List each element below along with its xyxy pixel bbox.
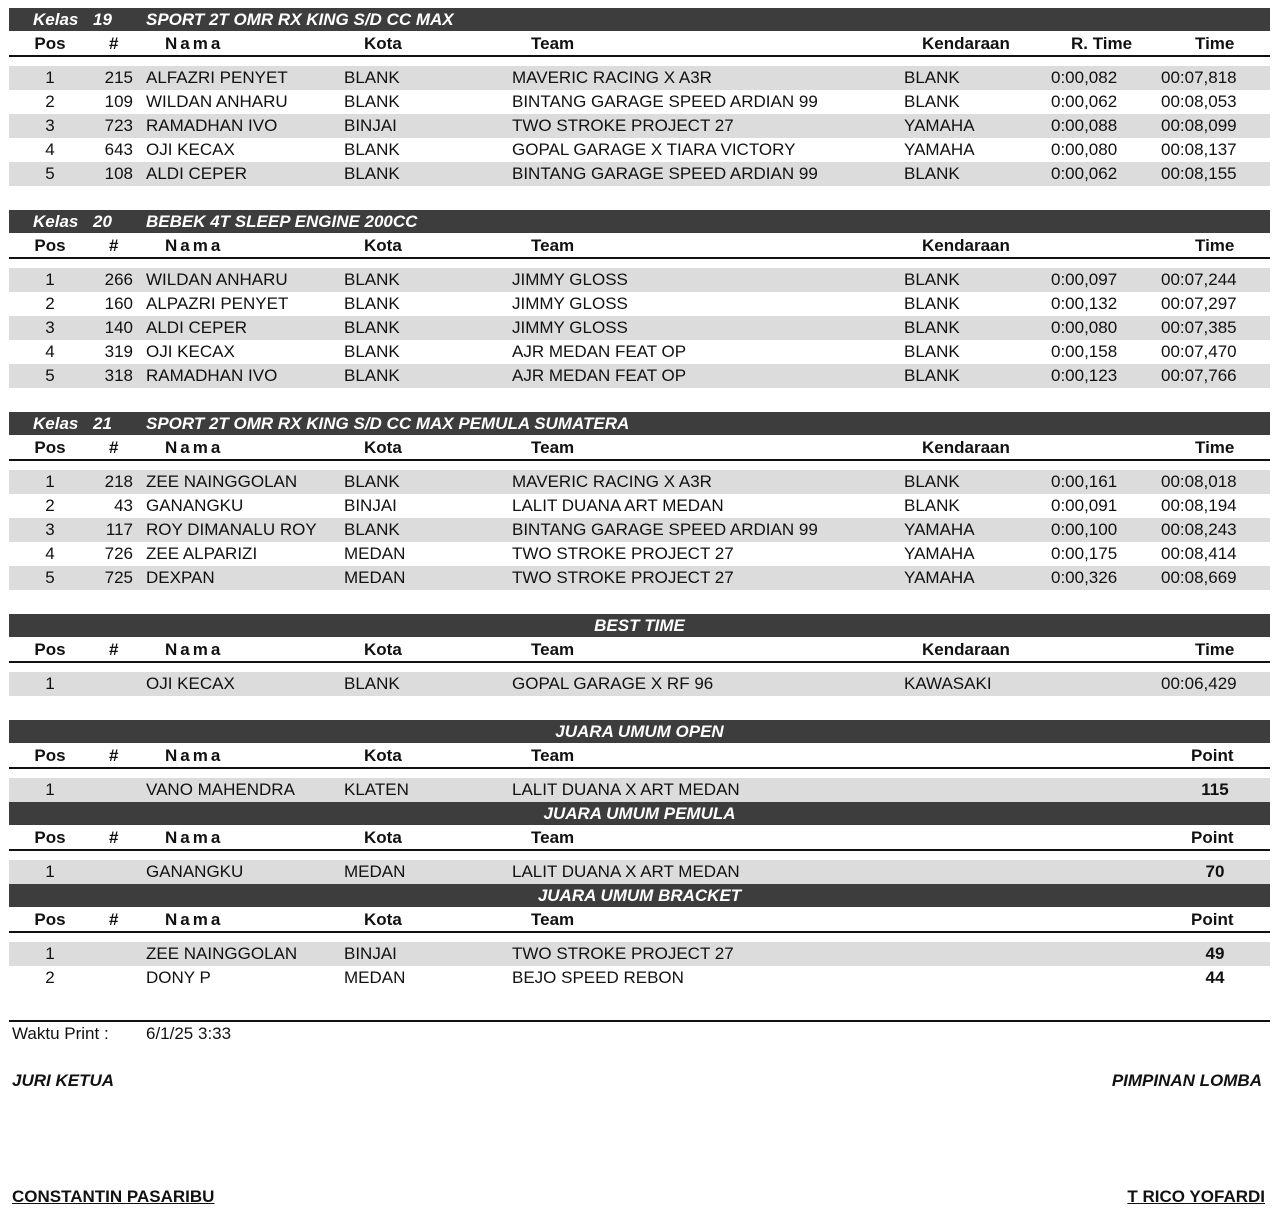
cell-nama: GANANGKU [146,496,244,515]
class-label: Kelas [33,10,79,29]
header-team: Team [531,34,575,53]
header-nama: Nama [165,438,224,457]
header-pos: Pos [34,746,66,765]
table-row [9,66,1270,90]
header-kota: Kota [364,910,402,929]
cell-team: MAVERIC RACING X A3R [512,68,712,87]
cell-pos: 4 [45,140,55,159]
cell-time: 00:06,429 [1161,674,1237,693]
cell-time: 00:08,155 [1161,164,1237,183]
print-time-label: Waktu Print : [12,1024,109,1043]
cell-nama: ZEE ALPARIZI [146,544,258,563]
table-row [9,340,1270,364]
header-pos: Pos [34,438,66,457]
cell-num: 43 [114,496,133,515]
cell-nama: DEXPAN [146,568,215,587]
class-title: BEBEK 4T SLEEP ENGINE 200CC [146,212,418,231]
cell-time: 00:08,414 [1161,544,1237,563]
header-kendaraan: Kendaraan [922,236,1010,255]
cell-nama: WILDAN ANHARU [146,270,288,289]
cell-pos: 1 [45,944,55,963]
juri-ketua-name: CONSTANTIN PASARIBU [12,1187,215,1206]
cell-time: 00:08,669 [1161,568,1237,587]
cell-rtime: 0:00,100 [1051,520,1118,539]
cell-pos: 1 [45,862,55,881]
header-nama: Nama [165,746,224,765]
header-team: Team [531,746,575,765]
cell-pos: 1 [45,780,55,799]
cell-rtime: 0:00,161 [1051,472,1118,491]
cell-kendaraan: BLANK [904,68,960,87]
cell-nama: OJI KECAX [146,140,235,159]
cell-team: JIMMY GLOSS [512,270,628,289]
cell-kendaraan: YAMAHA [904,544,975,563]
table-header [9,743,1270,769]
cell-kota: BINJAI [344,116,397,135]
header-kota: Kota [364,236,402,255]
header-time: Time [1195,236,1235,255]
cell-point: 49 [1205,944,1225,963]
cell-team: MAVERIC RACING X A3R [512,472,712,491]
header-team: Team [531,236,575,255]
cell-kendaraan: KAWASAKI [904,674,992,693]
cell-nama: DONY P [146,968,211,987]
cell-rtime: 0:00,175 [1051,544,1118,563]
cell-team: BEJO SPEED REBON [512,968,684,987]
cell-nama: ROY DIMANALU ROY [146,520,317,539]
header-kota: Kota [364,640,402,659]
pimpinan-lomba-name: T RICO YOFARDI [1127,1187,1265,1206]
cell-pos: 3 [45,520,55,539]
best-time-banner: BEST TIME [9,614,1270,637]
cell-time: 00:08,018 [1161,472,1237,491]
cell-pos: 1 [45,674,55,693]
cell-rtime: 0:00,097 [1051,270,1118,289]
class-title: SPORT 2T OMR RX KING S/D CC MAX PEMULA SUMATERA [146,414,630,433]
cell-kota: BLANK [344,520,400,539]
cell-nama: VANO MAHENDRA [146,780,295,799]
cell-nama: RAMADHAN IVO [146,366,278,385]
header-team: Team [531,828,575,847]
juri-ketua-label: JURI KETUA [12,1071,115,1090]
cell-kendaraan: BLANK [904,164,960,183]
header-point: Point [1191,910,1234,929]
header-rtime: R. Time [1071,34,1133,53]
header-nama: Nama [165,910,224,929]
cell-point: 115 [1201,780,1229,799]
cell-time: 00:08,053 [1161,92,1237,111]
cell-time: 00:07,470 [1161,342,1237,361]
table-header [9,233,1270,259]
cell-kendaraan: YAMAHA [904,520,975,539]
cell-num: 160 [104,294,133,313]
cell-kota: BLANK [344,342,400,361]
cell-kota: BLANK [344,366,400,385]
class-number: 19 [93,10,112,29]
cell-kendaraan: BLANK [904,92,960,111]
cell-pos: 3 [45,318,55,337]
class-label: Kelas [33,212,79,231]
cell-kota: MEDAN [344,544,406,563]
cell-num: 140 [104,318,133,337]
header-time: Time [1195,438,1235,457]
cell-num: 117 [105,520,133,539]
table-row [9,470,1270,494]
cell-num: 218 [104,472,133,491]
cell-kendaraan: BLANK [904,318,960,337]
cell-kendaraan: YAMAHA [904,116,975,135]
header-time: Time [1195,34,1235,53]
header-nama: Nama [165,640,224,659]
cell-kendaraan: BLANK [904,294,960,313]
cell-nama: OJI KECAX [146,342,235,361]
cell-team: LALIT DUANA ART MEDAN [512,496,724,515]
table-row [9,138,1270,162]
table-row [9,162,1270,186]
cell-kendaraan: BLANK [904,496,960,515]
class-banner [9,210,1270,233]
class-number: 21 [93,414,112,433]
cell-nama: ZEE NAINGGOLAN [146,472,298,491]
cell-kota: MEDAN [344,568,406,587]
cell-time: 00:07,818 [1161,68,1237,87]
cell-kota: BLANK [344,472,400,491]
header-num: # [109,828,119,847]
cell-nama: GANANGKU [146,862,244,881]
cell-num: 266 [104,270,133,289]
table-row [9,268,1270,292]
cell-num: 319 [104,342,133,361]
header-time: Time [1195,640,1235,659]
cell-pos: 2 [45,294,55,313]
footer-divider [9,1020,1270,1022]
table-row [9,364,1270,388]
header-pos: Pos [34,910,66,929]
cell-time: 00:07,766 [1161,366,1237,385]
cell-time: 00:08,099 [1161,116,1237,135]
cell-num: 723 [104,116,133,135]
header-pos: Pos [34,640,66,659]
cell-kota: BLANK [344,92,400,111]
header-num: # [109,438,119,457]
juara-pemula-banner: JUARA UMUM PEMULA [9,802,1270,825]
cell-num: 109 [104,92,133,111]
cell-team: TWO STROKE PROJECT 27 [512,116,734,135]
cell-time: 00:07,297 [1161,294,1237,313]
class-label: Kelas [33,414,79,433]
cell-kota: MEDAN [344,968,406,987]
header-num: # [109,640,119,659]
cell-kota: KLATEN [344,780,409,799]
cell-point: 44 [1205,968,1225,987]
cell-pos: 2 [45,92,55,111]
cell-nama: ALPAZRI PENYET [146,294,289,313]
header-point: Point [1191,746,1234,765]
cell-time: 00:07,244 [1161,270,1237,289]
cell-rtime: 0:00,123 [1051,366,1118,385]
header-pos: Pos [34,236,66,255]
cell-pos: 1 [45,68,55,87]
cell-team: JIMMY GLOSS [512,318,628,337]
cell-pos: 4 [45,342,55,361]
header-nama: Nama [165,34,224,53]
cell-nama: ALFAZRI PENYET [146,68,288,87]
header-num: # [109,34,119,53]
cell-rtime: 0:00,080 [1051,140,1118,159]
table-row [9,860,1270,884]
cell-team: BINTANG GARAGE SPEED ARDIAN 99 [512,92,818,111]
cell-num: 215 [104,68,133,87]
table-row [9,292,1270,316]
cell-num: 725 [104,568,133,587]
cell-kota: BINJAI [344,496,397,515]
table-row [9,966,1270,990]
cell-kota: BLANK [344,140,400,159]
cell-team: LALIT DUANA X ART MEDAN [512,862,740,881]
class-banner [9,8,1270,31]
cell-kendaraan: BLANK [904,342,960,361]
cell-kota: BLANK [344,164,400,183]
cell-kendaraan: YAMAHA [904,140,975,159]
header-pos: Pos [34,828,66,847]
cell-pos: 5 [45,366,55,385]
header-num: # [109,746,119,765]
table-row [9,942,1270,966]
cell-rtime: 0:00,326 [1051,568,1118,587]
cell-pos: 5 [45,164,55,183]
table-header [9,825,1270,851]
cell-time: 00:07,385 [1161,318,1237,337]
header-kendaraan: Kendaraan [922,640,1010,659]
juara-bracket-banner: JUARA UMUM BRACKET [9,884,1270,907]
cell-team: GOPAL GARAGE X TIARA VICTORY [512,140,796,159]
pimpinan-lomba-label: PIMPINAN LOMBA [1111,1071,1262,1090]
cell-num: 318 [104,366,133,385]
header-kota: Kota [364,746,402,765]
cell-kota: BLANK [344,294,400,313]
cell-nama: RAMADHAN IVO [146,116,278,135]
cell-rtime: 0:00,062 [1051,92,1118,111]
cell-kendaraan: BLANK [904,472,960,491]
table-row [9,316,1270,340]
cell-pos: 4 [45,544,55,563]
cell-rtime: 0:00,062 [1051,164,1118,183]
cell-kendaraan: BLANK [904,366,960,385]
print-time-value: 6/1/25 3:33 [146,1024,232,1043]
table-row [9,114,1270,138]
cell-num: 726 [104,544,133,563]
table-header [9,31,1270,57]
cell-time: 00:08,243 [1161,520,1237,539]
header-kota: Kota [364,828,402,847]
header-nama: Nama [165,828,224,847]
header-pos: Pos [34,34,66,53]
cell-rtime: 0:00,082 [1051,68,1118,87]
cell-team: AJR MEDAN FEAT OP [512,342,687,361]
cell-nama: ALDI CEPER [146,318,248,337]
cell-nama: WILDAN ANHARU [146,92,288,111]
cell-pos: 5 [45,568,55,587]
header-kendaraan: Kendaraan [922,34,1010,53]
class-number: 20 [93,212,112,231]
cell-pos: 3 [45,116,55,135]
cell-nama: ALDI CEPER [146,164,248,183]
header-num: # [109,236,119,255]
cell-pos: 2 [45,496,55,515]
table-row [9,778,1270,802]
header-team: Team [531,910,575,929]
header-team: Team [531,438,575,457]
cell-rtime: 0:00,158 [1051,342,1118,361]
header-team: Team [531,640,575,659]
header-kendaraan: Kendaraan [922,438,1010,457]
table-header [9,637,1270,663]
cell-team: TWO STROKE PROJECT 27 [512,544,734,563]
cell-team: LALIT DUANA X ART MEDAN [512,780,740,799]
cell-pos: 1 [45,270,55,289]
cell-time: 00:08,137 [1161,140,1237,159]
cell-team: AJR MEDAN FEAT OP [512,366,687,385]
cell-num: 108 [104,164,133,183]
table-row [9,518,1270,542]
header-kota: Kota [364,438,402,457]
cell-rtime: 0:00,091 [1051,496,1118,515]
cell-team: JIMMY GLOSS [512,294,628,313]
cell-team: GOPAL GARAGE X RF 96 [512,674,714,693]
cell-kota: BLANK [344,674,400,693]
class-banner [9,412,1270,435]
juara-open-banner: JUARA UMUM OPEN [9,720,1270,743]
cell-kendaraan: BLANK [904,270,960,289]
cell-pos: 2 [45,968,55,987]
cell-nama: ZEE NAINGGOLAN [146,944,298,963]
cell-kota: BLANK [344,318,400,337]
cell-kota: BINJAI [344,944,397,963]
table-row [9,494,1270,518]
cell-team: TWO STROKE PROJECT 27 [512,568,734,587]
table-row [9,672,1270,696]
table-row [9,90,1270,114]
table-header [9,907,1270,933]
cell-kota: BLANK [344,68,400,87]
cell-rtime: 0:00,132 [1051,294,1118,313]
class-title: SPORT 2T OMR RX KING S/D CC MAX [146,10,454,29]
cell-nama: OJI KECAX [146,674,235,693]
cell-rtime: 0:00,080 [1051,318,1118,337]
cell-team: BINTANG GARAGE SPEED ARDIAN 99 [512,520,818,539]
cell-pos: 1 [45,472,55,491]
table-header [9,435,1270,461]
header-nama: Nama [165,236,224,255]
table-row [9,542,1270,566]
cell-rtime: 0:00,088 [1051,116,1118,135]
cell-team: BINTANG GARAGE SPEED ARDIAN 99 [512,164,818,183]
cell-point: 70 [1205,862,1225,881]
table-row [9,566,1270,590]
cell-num: 643 [104,140,133,159]
cell-kota: MEDAN [344,862,406,881]
header-kota: Kota [364,34,402,53]
header-point: Point [1191,828,1234,847]
results-sheet [9,8,1270,990]
cell-kendaraan: YAMAHA [904,568,975,587]
cell-kota: BLANK [344,270,400,289]
cell-time: 00:08,194 [1161,496,1237,515]
cell-team: TWO STROKE PROJECT 27 [512,944,734,963]
header-num: # [109,910,119,929]
